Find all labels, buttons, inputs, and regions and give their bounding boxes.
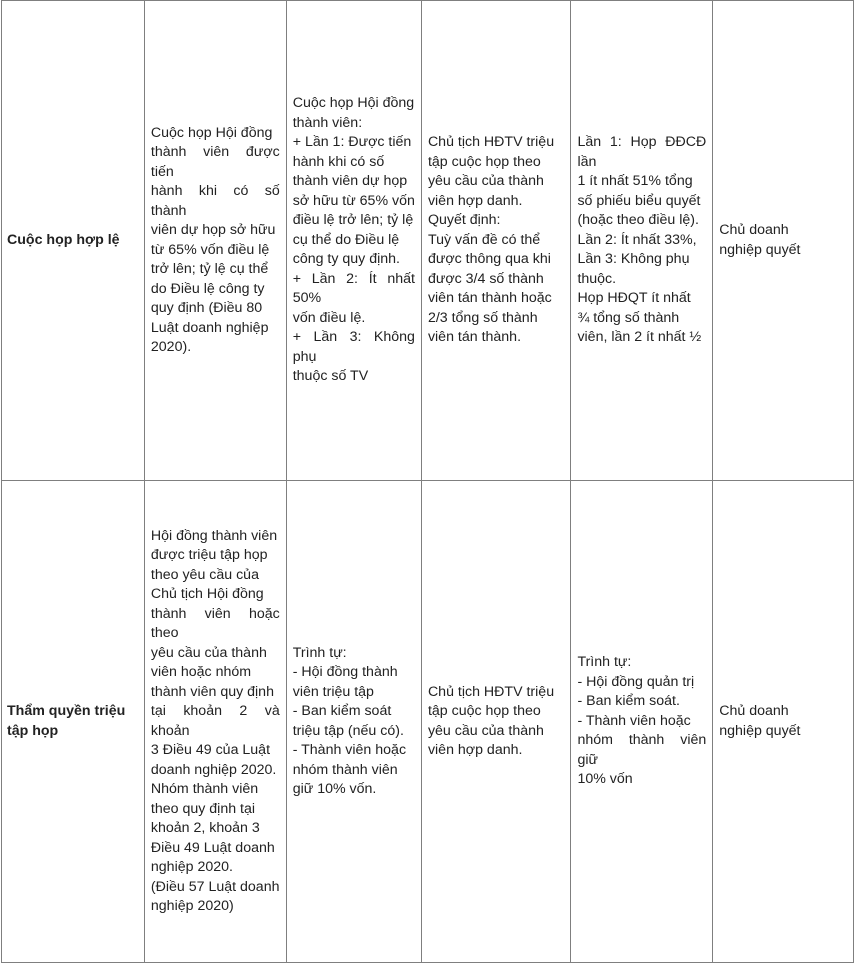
cell-text-line: Họp HĐQT ít nhất xyxy=(577,290,691,307)
table-row xyxy=(2,481,854,963)
cell-text-line: viên tán thành. xyxy=(427,329,522,346)
cell-text-line: thuộc số TV xyxy=(292,368,369,385)
cell-text-line: Hội đồng thành viên xyxy=(150,527,278,544)
cell-text-line: điều lệ trở lên; tỷ lệ xyxy=(292,212,414,229)
table-cell xyxy=(144,481,286,963)
cell-text-line: nhóm thành viên xyxy=(292,761,398,778)
cell-text-line: nghiệp 2020. xyxy=(150,859,233,875)
cell-text-line: viên hoặc nhóm xyxy=(150,664,252,680)
cell-text-line: thuộc. xyxy=(577,270,617,287)
cell-text-line: yêu cầu của thành xyxy=(427,173,544,190)
cell-text-line: 10% vốn xyxy=(577,771,633,788)
table-cell xyxy=(144,1,286,481)
cell-text-line: + Lần 1: Được tiến xyxy=(292,134,412,151)
table-cell xyxy=(571,1,713,481)
cell-text-line: Trình tự: xyxy=(292,644,347,661)
cell-text-line: 3 Điều 49 của Luật xyxy=(150,742,271,758)
cell-text-line: Chủ doanh xyxy=(719,703,789,719)
cell-text-line: thành viên: xyxy=(292,114,363,131)
cell-text-line: - Thành viên hoặc xyxy=(292,742,407,758)
cell-text-line: thành viên quy định xyxy=(150,683,274,700)
cell-text-line: thành viên dự họp xyxy=(292,173,408,190)
cell-text-line: số phiếu biểu quyết xyxy=(577,192,701,209)
cell-text-line: triệu tập (nếu có). xyxy=(292,722,404,739)
cell-text-line: nhóm thành viên giữ xyxy=(577,732,707,768)
cell-text-line: viên hợp danh. xyxy=(427,192,523,209)
cell-text-line: - Thành viên hoặc xyxy=(577,712,691,729)
cell-text-line: - Ban kiểm soát. xyxy=(577,693,680,710)
table-cell xyxy=(421,481,571,963)
cell-text-line: được triệu tập họp xyxy=(150,547,268,563)
cell-text-line: thành viên hoặc theo xyxy=(150,605,280,641)
table-cell xyxy=(286,481,421,963)
cell-text-line: tập cuộc họp theo xyxy=(427,153,541,170)
row-header-cell xyxy=(2,481,145,963)
cell-text-line: viên tán thành hoặc xyxy=(427,290,552,307)
cell-text-line: - Hội đồng thành xyxy=(292,664,398,680)
cell-text-line: + Lần 2: Ít nhất 50% xyxy=(292,270,415,307)
cell-text-line: Lần 1: Họp ĐĐCĐ lần xyxy=(577,134,707,170)
cell-text-line: vốn điều lệ. xyxy=(292,309,366,326)
cell-text-line: viên dự họp sở hữu xyxy=(150,222,276,238)
cell-text-line: nghiệp 2020) xyxy=(150,898,234,914)
row-header-cell xyxy=(2,1,145,481)
cell-text-line: (hoặc theo điều lệ). xyxy=(577,212,699,229)
cell-text-line: Chủ doanh xyxy=(719,222,789,238)
cell-text-line: Lần 3: Không phụ xyxy=(577,251,690,268)
cell-text-line: - Hội đồng quản trị xyxy=(577,673,695,690)
cell-text-line: Cuộc họp Hội đồng xyxy=(150,124,273,141)
cell-text-line: 2/3 tổng số thành xyxy=(427,309,538,326)
cell-text-line: yêu cầu của thành xyxy=(150,644,267,661)
cell-text-line: hành khi có số thành xyxy=(150,183,280,219)
comparison-table xyxy=(1,0,854,963)
cell-text-line: (Điều 57 Luật doanh xyxy=(150,878,280,895)
cell-text-line: Nhóm thành viên xyxy=(150,781,259,797)
row-header-label: Cuộc họp hợp lệ xyxy=(7,231,120,248)
cell-text-line: Chủ tịch HĐTV triệu xyxy=(427,134,555,151)
cell-text-line: được 3/4 số thành xyxy=(427,270,544,287)
cell-text-line: viên, lần 2 ít nhất ½ xyxy=(577,329,702,346)
cell-text-line: Luật doanh nghiệp xyxy=(150,319,269,336)
cell-text-line: do Điều lệ công ty xyxy=(150,280,265,297)
cell-text-line: viên hợp danh. xyxy=(427,742,523,758)
table-cell xyxy=(713,481,854,963)
cell-text-line: + Lần 3: Không phụ xyxy=(292,329,415,365)
cell-text-line: Tuỳ vấn đề có thể xyxy=(427,231,541,248)
cell-text-line: theo quy định tại xyxy=(150,800,256,817)
cell-text-line: Quyết định: xyxy=(427,212,501,229)
cell-text-line: Cuộc họp Hội đồng xyxy=(292,95,415,112)
table-cell xyxy=(286,1,421,481)
cell-text-line: yêu cầu của thành xyxy=(427,722,544,739)
cell-text-line: Trình tự: xyxy=(577,654,632,671)
cell-text-line: 1 ít nhất 51% tổng xyxy=(577,173,693,190)
cell-text-line: công ty quy định. xyxy=(292,251,400,268)
cell-text-line: được thông qua khi xyxy=(427,251,551,268)
cell-text-line: cụ thể do Điều lệ xyxy=(292,231,400,248)
cell-text-line: viên triệu tập xyxy=(292,683,374,700)
cell-text-line: sở hữu từ 65% vốn xyxy=(292,192,415,209)
table-row xyxy=(2,1,854,481)
cell-text-line: thành viên được tiến xyxy=(150,144,280,180)
cell-text-line: Chủ tịch HĐTV triệu xyxy=(427,683,555,700)
cell-text-line: hành khi có số xyxy=(292,153,385,170)
cell-text-line: tại khoản 2 và khoản xyxy=(150,703,280,739)
cell-text-line: quy định (Điều 80 xyxy=(150,300,263,316)
cell-text-line: doanh nghiệp 2020. xyxy=(150,761,277,778)
cell-text-line: Chủ tịch Hội đồng xyxy=(150,586,264,602)
cell-text-line: Điều 49 Luật doanh xyxy=(150,839,275,856)
cell-text-line: từ 65% vốn điều lệ xyxy=(150,241,270,258)
cell-text-line: tập cuộc họp theo xyxy=(427,703,541,719)
cell-text-line: khoản 2, khoản 3 xyxy=(150,820,260,836)
cell-text-line: Lần 2: Ít nhất 33%, xyxy=(577,231,697,248)
cell-text-line: nghiệp quyết xyxy=(719,241,801,258)
table-cell xyxy=(571,481,713,963)
cell-text-line: 2020). xyxy=(150,339,192,355)
cell-text-line: trở lên; tỷ lệ cụ thể xyxy=(150,261,269,277)
table-cell xyxy=(713,1,854,481)
table-cell xyxy=(421,1,571,481)
cell-text-line: - Ban kiểm soát xyxy=(292,703,392,719)
row-header-label: Thẩm quyền triệu tập họp xyxy=(7,703,126,739)
cell-text-line: nghiệp quyết xyxy=(719,722,801,739)
cell-text-line: theo yêu cầu của xyxy=(150,566,259,583)
cell-text-line: ¾ tổng số thành xyxy=(577,309,680,326)
cell-text-line: giữ 10% vốn. xyxy=(292,781,377,797)
